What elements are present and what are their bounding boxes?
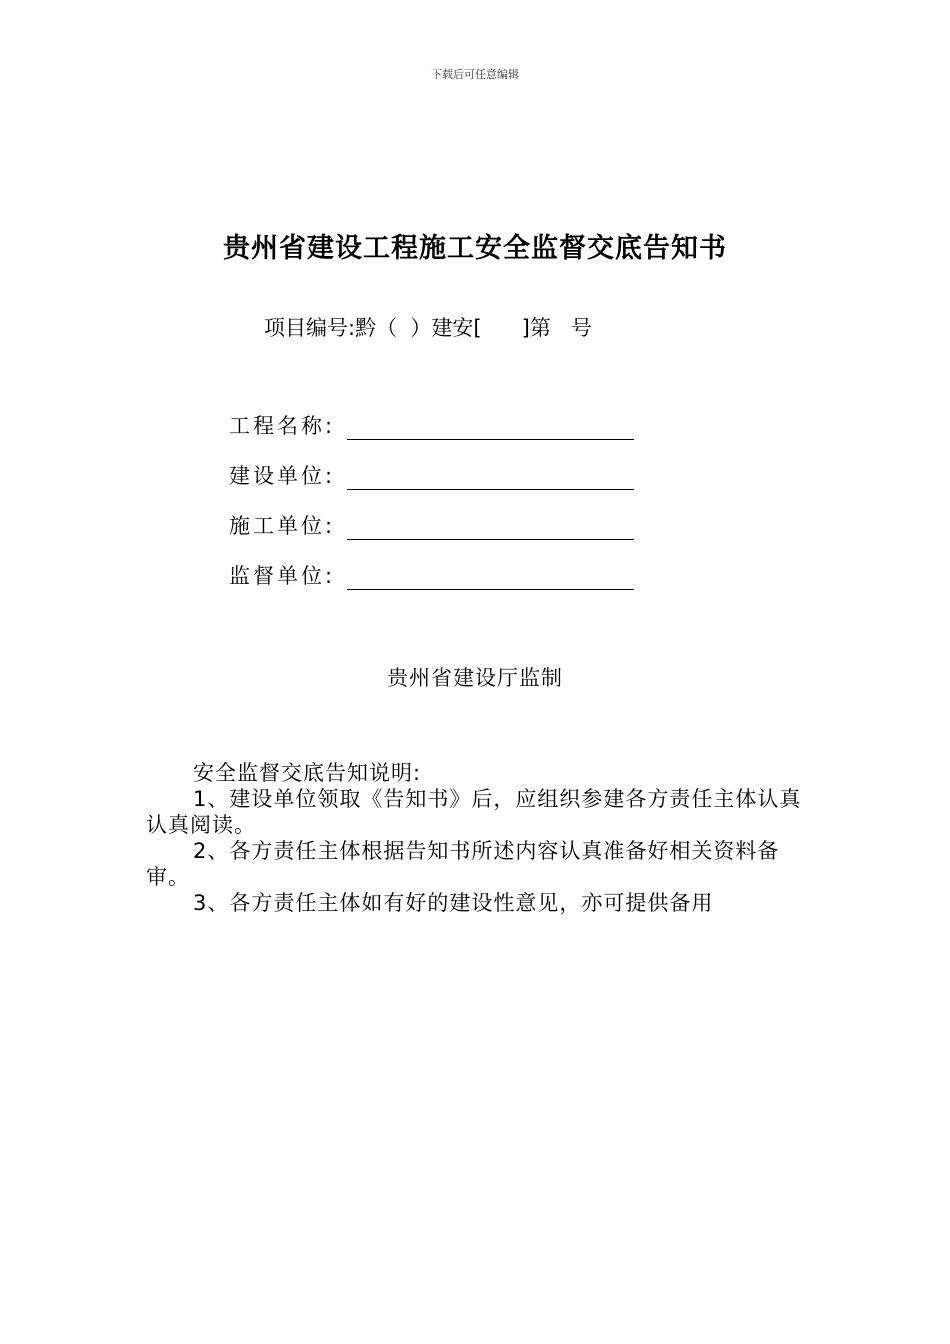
field-construction-owner (229, 460, 634, 490)
field-project-name (229, 410, 634, 440)
project-number: 项目编号:黔（ ）建安[ ]第 号 (264, 316, 592, 340)
instruction-item: 2、各方责任主体根据告知书所述内容认真准备好相关资料备审。 (146, 839, 780, 889)
field-label: 工程名称: (229, 414, 336, 438)
field-contractor (229, 510, 634, 540)
field-label: 建设单位: (229, 464, 336, 488)
header-note: 下载后可任意编辑 (431, 68, 519, 81)
contractor-blank[interactable] (347, 513, 634, 540)
field-label: 监督单位: (229, 564, 336, 588)
instruction-item: 3、各方责任主体如有好的建设性意见，亦可提供备用 (193, 891, 714, 915)
issuer-line: 贵州省建设厅监制 (387, 666, 563, 690)
field-label: 施工单位: (229, 514, 336, 538)
construction-owner-blank[interactable] (347, 463, 634, 490)
supervisor-blank[interactable] (347, 563, 634, 590)
field-supervisor (229, 560, 634, 590)
instructions-heading: 安全监督交底告知说明: (193, 761, 422, 785)
instruction-item: 1、建设单位领取《告知书》后，应组织参建各方责任主体认真认真阅读。 (146, 787, 802, 837)
instructions-section (146, 760, 816, 916)
project-name-blank[interactable] (347, 413, 634, 440)
document-title: 贵州省建设工程施工安全监督交底告知书 (223, 233, 727, 264)
